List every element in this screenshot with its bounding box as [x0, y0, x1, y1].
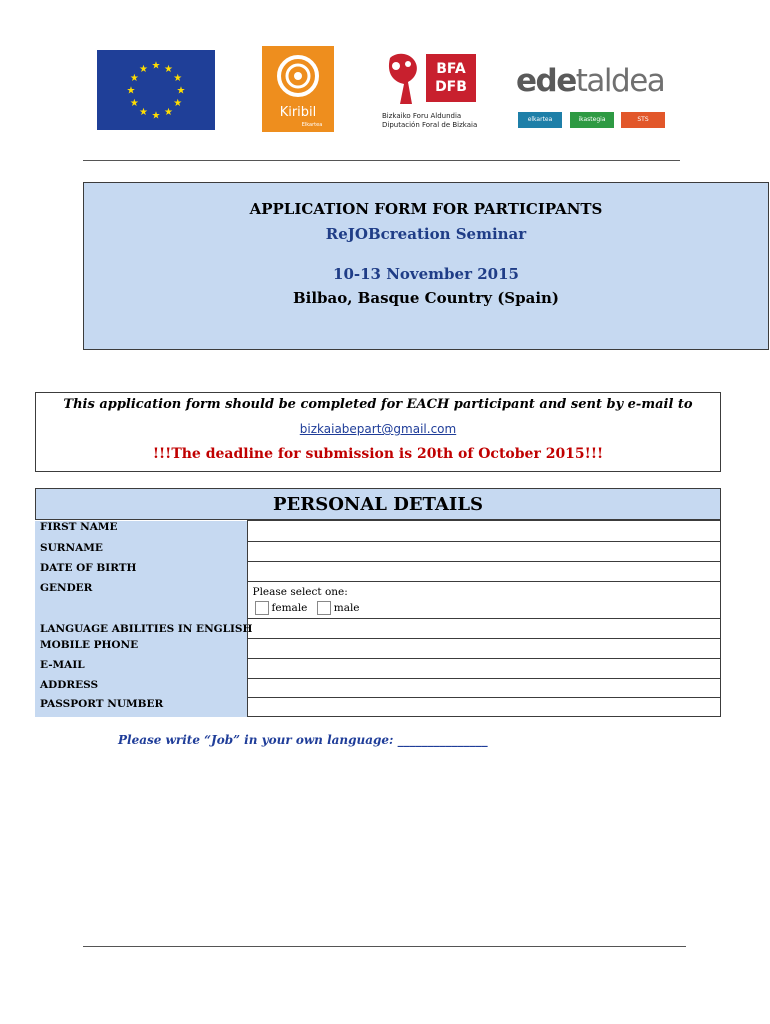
eu-star-icon: ★	[164, 63, 173, 75]
eu-star-icon: ★	[173, 73, 183, 84]
bfa-caption-line1: Bizkaiko Foru Aldundia	[382, 112, 462, 120]
male-checkbox[interactable]	[317, 601, 331, 615]
bfa-caption	[382, 112, 482, 130]
address-field[interactable]	[247, 679, 721, 698]
edetaldea-tag: ikastegia	[570, 112, 614, 128]
seminar-dates: 10-13 November 2015	[333, 265, 519, 283]
eu-star-icon: ★	[176, 85, 186, 97]
passport-number-field[interactable]	[247, 698, 721, 717]
kiribil-logo-sub: Elkartea	[301, 122, 323, 128]
gender-prompt: Please select one:	[252, 586, 348, 598]
language-abilities-field[interactable]	[247, 619, 721, 639]
email-label: E-MAIL	[35, 659, 247, 679]
eu-star-icon: ★	[129, 73, 139, 84]
logo-bar	[0, 44, 770, 136]
table-row	[35, 542, 721, 562]
passport-number-label: PASSPORT NUMBER	[35, 698, 247, 717]
deadline-text: !!!The deadline for submission is 20th of October 2015!!!	[152, 446, 604, 462]
edetaldea-tags	[518, 112, 666, 128]
edetaldea-wordmark-bold: ede	[516, 63, 576, 99]
edetaldea-logo	[516, 64, 666, 134]
mobile-phone-field[interactable]	[247, 639, 721, 659]
table-row	[35, 639, 721, 659]
oak-tree-icon	[382, 50, 424, 110]
table-row	[35, 698, 721, 717]
gender-field	[247, 582, 721, 619]
form-title: APPLICATION FORM FOR PARTICIPANTS	[249, 200, 603, 218]
eu-star-icon: ★	[151, 110, 161, 122]
table-row	[35, 521, 721, 542]
gender-options	[248, 598, 721, 615]
kiribil-logo	[262, 46, 334, 132]
kiribil-logo-name: Kiribil	[279, 105, 317, 120]
table-row	[35, 562, 721, 582]
title-box	[83, 182, 769, 350]
table-row	[35, 659, 721, 679]
edetaldea-tag: STS	[621, 112, 665, 128]
date-of-birth-field[interactable]	[247, 562, 721, 582]
eu-flag-icon	[97, 50, 215, 130]
email-link[interactable]: bizkaiabepart@gmail.com	[299, 422, 457, 436]
gender-label: GENDER	[35, 582, 247, 619]
bfa-caption-line2: Diputación Foral de Bizkaia	[382, 121, 478, 129]
bfa-dfb-box	[426, 54, 476, 102]
eu-star-icon: ★	[151, 60, 161, 72]
seminar-name: ReJOBcreation Seminar	[325, 225, 527, 243]
first-name-label: FIRST NAME	[35, 521, 247, 542]
eu-star-icon: ★	[164, 107, 173, 119]
bfa-logo	[382, 50, 482, 136]
footer-divider	[83, 946, 686, 947]
seminar-location: Bilbao, Basque Country (Spain)	[292, 289, 560, 307]
edetaldea-wordmark	[516, 64, 666, 98]
eu-star-icon: ★	[139, 63, 148, 75]
header-divider	[83, 160, 680, 161]
edetaldea-wordmark-rest: taldea	[575, 63, 665, 99]
notice-text: This application form should be completed for EACH participant and sent by e-mail to	[63, 397, 693, 412]
table-row	[35, 679, 721, 698]
female-option-label: female	[271, 602, 308, 614]
surname-field[interactable]	[247, 542, 721, 562]
surname-label: SURNAME	[35, 542, 247, 562]
table-row	[35, 582, 721, 619]
notice-box	[35, 392, 721, 472]
personal-details-table	[35, 520, 721, 717]
bfa-box-line1: BFA	[436, 61, 466, 77]
personal-details-header: PERSONAL DETAILS	[35, 488, 721, 520]
address-label: ADDRESS	[35, 679, 247, 698]
eu-star-icon: ★	[173, 98, 183, 109]
date-of-birth-label: DATE OF BIRTH	[35, 562, 247, 582]
eu-star-icon: ★	[139, 107, 148, 119]
eu-star-icon: ★	[129, 98, 139, 109]
mobile-phone-label: MOBILE PHONE	[35, 639, 247, 659]
table-row	[35, 619, 721, 639]
job-language-note: Please write “Job” in your own language: _______________	[118, 733, 488, 747]
email-field[interactable]	[247, 659, 721, 679]
first-name-field[interactable]	[247, 521, 721, 542]
eu-star-icon: ★	[126, 85, 136, 97]
female-checkbox[interactable]	[255, 601, 269, 615]
bfa-box-line2: DFB	[435, 79, 467, 95]
male-option-label: male	[333, 602, 360, 614]
edetaldea-tag: elkartea	[518, 112, 562, 128]
language-abilities-label: LANGUAGE ABILITIES IN ENGLISH	[35, 619, 247, 639]
